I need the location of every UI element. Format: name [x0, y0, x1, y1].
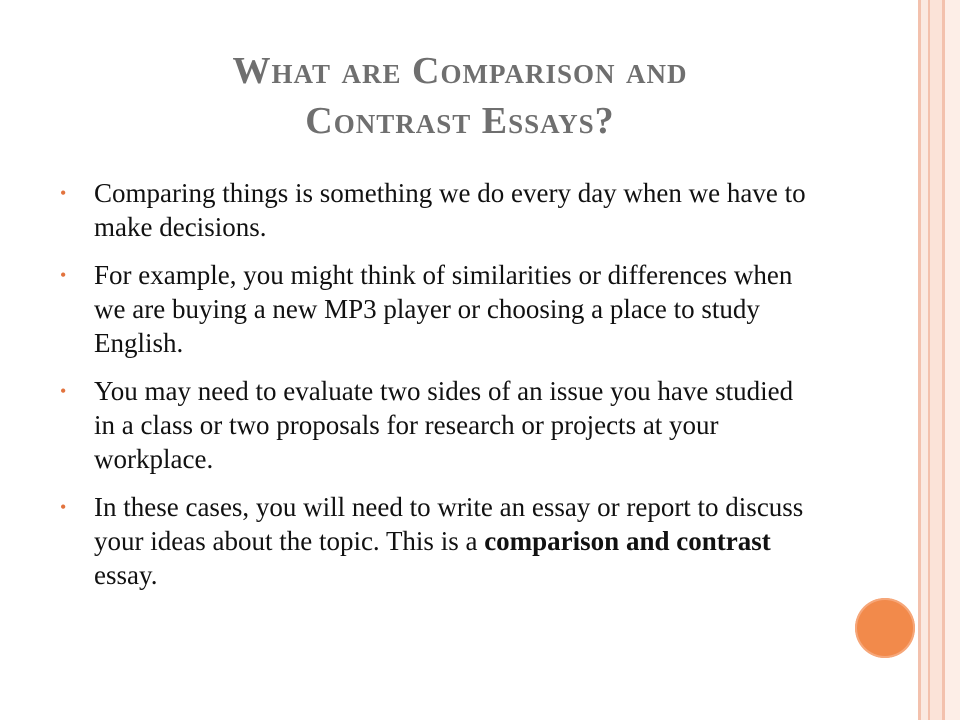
decorative-circle — [855, 598, 915, 658]
bullet-text: Comparing things is something we do every day when we have to make decisions. — [94, 178, 806, 242]
bullet-text-before: In these cases, you will need to write an essay or report to discuss your ideas about the topic. This is a — [94, 492, 804, 556]
bullet-list — [60, 176, 820, 606]
bullet-dot-icon: • — [60, 381, 67, 401]
slide-title — [100, 46, 820, 146]
bullet-item — [60, 176, 820, 244]
bullet-dot-icon: • — [60, 497, 67, 517]
bullet-text: You may need to evaluate two sides of an issue you have studied in a class or two proposals for research or projects at your workplace. — [94, 376, 794, 474]
decorative-stripe — [945, 0, 960, 720]
bullet-item — [60, 490, 820, 592]
bullet-dot-icon: • — [60, 265, 67, 285]
bullet-text-after: essay. — [94, 560, 158, 590]
bullet-item — [60, 258, 820, 360]
bullet-dot-icon: • — [60, 183, 67, 203]
bullet-text-bold: comparison and contrast — [484, 526, 771, 556]
decorative-stripe — [921, 0, 928, 720]
bullet-text: For example, you might think of similarities or differences when we are buying a new MP3 player or choosing a place to study English. — [94, 260, 793, 358]
bullet-item — [60, 374, 820, 476]
decorative-stripe — [930, 0, 942, 720]
slide-title-line-1: What are Comparison and — [232, 50, 688, 92]
slide-title-line-2: Contrast Essays? — [305, 100, 615, 142]
